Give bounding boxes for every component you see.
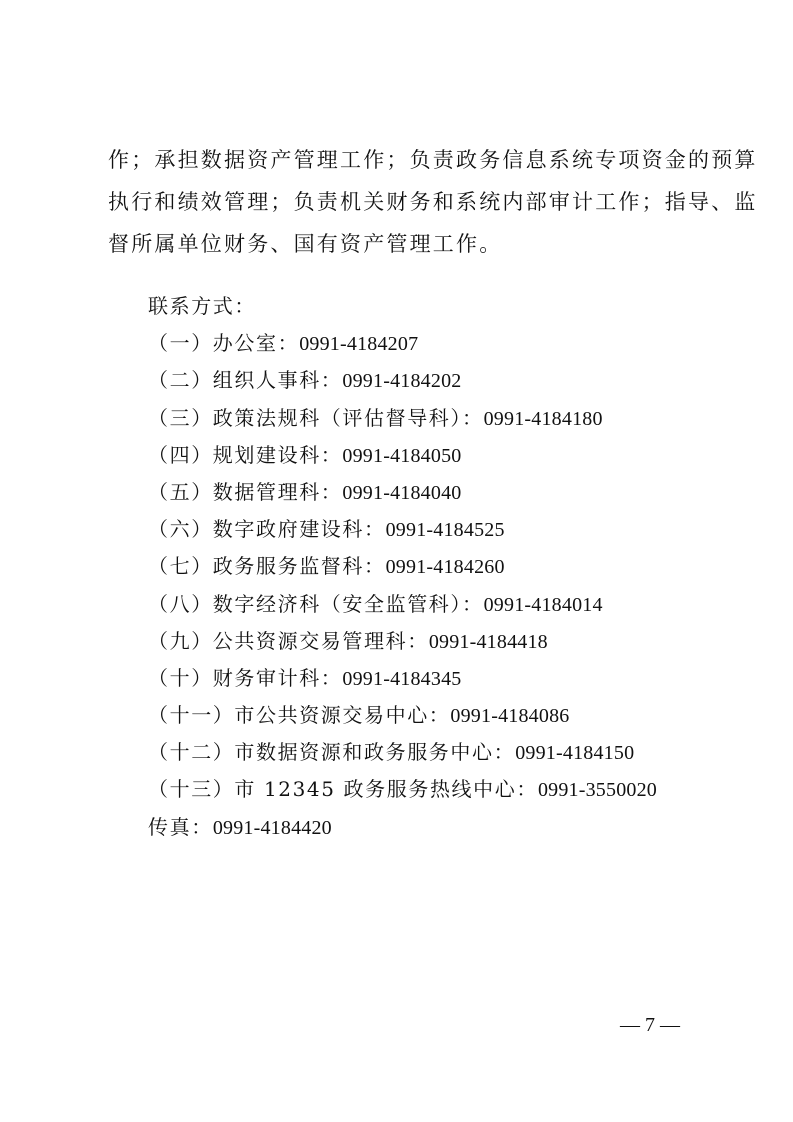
fax-line (148, 809, 708, 846)
contact-item-data-management (148, 474, 708, 511)
contact-phone: 0991-4184418 (428, 630, 548, 653)
contact-item-trading-center (148, 697, 708, 734)
contact-list (148, 288, 708, 846)
body-paragraph (108, 139, 758, 265)
contact-phone: 0991-4184180 (483, 407, 603, 430)
contact-label: （七）政务服务监督科： (148, 554, 386, 579)
contact-label: （九）公共资源交易管理科： (148, 628, 429, 653)
contact-label: （十一）市公共资源交易中心： (148, 703, 451, 728)
contact-item-digital-economy (148, 586, 708, 623)
paragraph-line-3: 督所属单位财务、国有资产管理工作。 (108, 232, 503, 256)
contact-label: （五）数据管理科： (148, 479, 343, 504)
page-number: — 7 — (620, 1014, 680, 1036)
contact-label: （十二）市数据资源和政务服务中心： (148, 740, 516, 765)
contact-label: （八）数字经济科（安全监管科）： (148, 591, 484, 616)
contact-phone: 0991-4184345 (342, 667, 462, 690)
contact-item-personnel (148, 362, 708, 399)
contact-item-planning (148, 437, 708, 474)
contact-item-resource-trading (148, 623, 708, 660)
contact-label: （三）政策法规科（评估督导科）： (148, 405, 484, 430)
contact-label: （十）财务审计科： (148, 665, 343, 690)
contact-phone: 0991-4184150 (515, 742, 635, 765)
contact-phone: 0991-4184202 (342, 370, 462, 393)
contact-item-data-service-center (148, 734, 708, 771)
paragraph-line-1: 作；承担数据资产管理工作；负责政务信息系统专项资金的预算 (108, 148, 758, 172)
contact-phone: 0991-4184040 (342, 481, 462, 504)
contacts-heading: 联系方式： (148, 294, 256, 318)
contact-phone: 0991-4184260 (385, 556, 505, 579)
contact-label: （一）办公室： (148, 331, 300, 356)
contact-phone: 0991-3550020 (537, 779, 657, 802)
contact-item-service-supervision (148, 548, 708, 585)
contact-item-finance-audit (148, 660, 708, 697)
contact-phone: 0991-4184014 (483, 593, 603, 616)
contact-phone: 0991-4184207 (299, 333, 419, 356)
paragraph-line-2: 执行和绩效管理；负责机关财务和系统内部审计工作；指导、监 (108, 190, 758, 214)
contact-label: （二）组织人事科： (148, 368, 343, 393)
contact-label: （六）数字政府建设科： (148, 517, 386, 542)
fax-number: 0991-4184420 (212, 816, 332, 839)
contact-item-office (148, 325, 708, 362)
contact-phone: 0991-4184050 (342, 444, 462, 467)
contact-label: （四）规划建设科： (148, 442, 343, 467)
contact-item-policy (148, 400, 708, 437)
contact-item-hotline-center (148, 771, 708, 808)
contact-item-digital-government (148, 511, 708, 548)
contact-phone: 0991-4184086 (450, 705, 570, 728)
fax-label: 传真： (148, 814, 213, 839)
contact-phone: 0991-4184525 (385, 519, 505, 542)
contact-label: （十三）市 12345 政务服务热线中心： (148, 777, 538, 802)
